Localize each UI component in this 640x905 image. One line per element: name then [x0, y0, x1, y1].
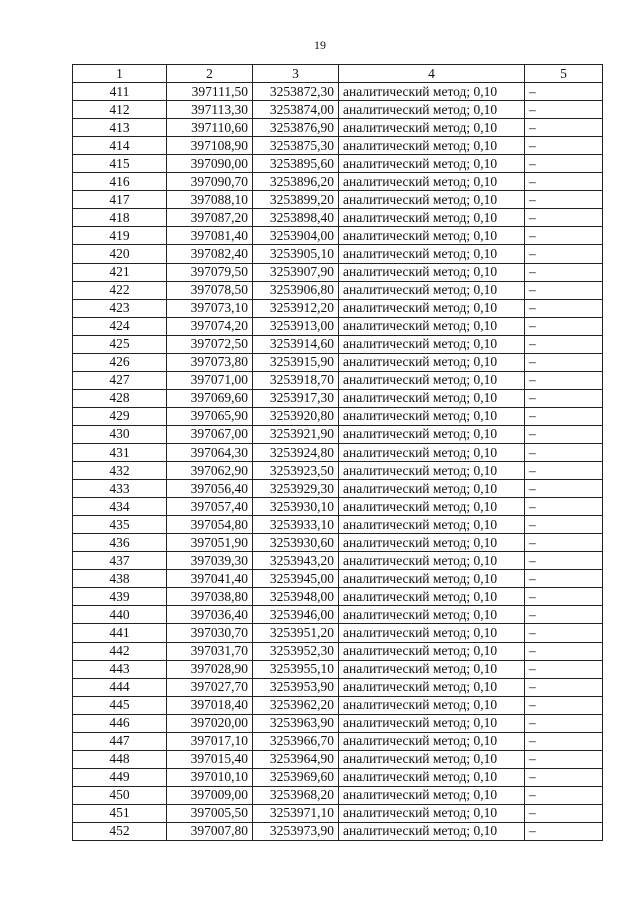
x-coordinate-cell: 397082,40 — [167, 245, 253, 263]
y-coordinate-cell: 3253907,90 — [253, 263, 339, 281]
table-row — [73, 786, 603, 804]
method-cell: аналитический метод; 0,10 — [339, 425, 525, 443]
table-row — [73, 768, 603, 786]
note-cell: – — [525, 660, 603, 678]
x-coordinate-cell: 397067,00 — [167, 425, 253, 443]
note-cell: – — [525, 281, 603, 299]
point-number-cell: 429 — [73, 407, 167, 425]
x-coordinate-cell: 397064,30 — [167, 443, 253, 461]
x-coordinate-cell: 397090,70 — [167, 173, 253, 191]
table-row — [73, 624, 603, 642]
x-coordinate-cell: 397017,10 — [167, 732, 253, 750]
note-cell: – — [525, 299, 603, 317]
x-coordinate-cell: 397072,50 — [167, 335, 253, 353]
y-coordinate-cell: 3253895,60 — [253, 155, 339, 173]
method-cell: аналитический метод; 0,10 — [339, 462, 525, 480]
method-cell: аналитический метод; 0,10 — [339, 389, 525, 407]
table-row — [73, 335, 603, 353]
table-row — [73, 407, 603, 425]
y-coordinate-cell: 3253962,20 — [253, 696, 339, 714]
y-coordinate-cell: 3253872,30 — [253, 83, 339, 101]
point-number-cell: 433 — [73, 480, 167, 498]
method-cell: аналитический метод; 0,10 — [339, 173, 525, 191]
table-row — [73, 443, 603, 461]
y-coordinate-cell: 3253946,00 — [253, 606, 339, 624]
note-cell: – — [525, 101, 603, 119]
x-coordinate-cell: 397039,30 — [167, 552, 253, 570]
coordinates-table — [72, 64, 603, 841]
method-cell: аналитический метод; 0,10 — [339, 209, 525, 227]
x-coordinate-cell: 397056,40 — [167, 480, 253, 498]
table-row — [73, 552, 603, 570]
method-cell: аналитический метод; 0,10 — [339, 443, 525, 461]
y-coordinate-cell: 3253933,10 — [253, 516, 339, 534]
table-row — [73, 101, 603, 119]
y-coordinate-cell: 3253876,90 — [253, 119, 339, 137]
y-coordinate-cell: 3253948,00 — [253, 588, 339, 606]
table-row — [73, 155, 603, 173]
point-number-cell: 450 — [73, 786, 167, 804]
table-row — [73, 570, 603, 588]
note-cell: – — [525, 209, 603, 227]
point-number-cell: 430 — [73, 425, 167, 443]
x-coordinate-cell: 397051,90 — [167, 534, 253, 552]
y-coordinate-cell: 3253951,20 — [253, 624, 339, 642]
y-coordinate-cell: 3253966,70 — [253, 732, 339, 750]
note-cell: – — [525, 588, 603, 606]
column-header-5: 5 — [525, 65, 603, 83]
method-cell: аналитический метод; 0,10 — [339, 353, 525, 371]
method-cell: аналитический метод; 0,10 — [339, 552, 525, 570]
point-number-cell: 412 — [73, 101, 167, 119]
x-coordinate-cell: 397005,50 — [167, 804, 253, 822]
table-row — [73, 371, 603, 389]
table-row — [73, 425, 603, 443]
point-number-cell: 421 — [73, 263, 167, 281]
method-cell: аналитический метод; 0,10 — [339, 245, 525, 263]
y-coordinate-cell: 3253943,20 — [253, 552, 339, 570]
note-cell: – — [525, 552, 603, 570]
method-cell: аналитический метод; 0,10 — [339, 119, 525, 137]
table-body — [73, 83, 603, 841]
table-row — [73, 299, 603, 317]
note-cell: – — [525, 83, 603, 101]
method-cell: аналитический метод; 0,10 — [339, 696, 525, 714]
method-cell: аналитический метод; 0,10 — [339, 155, 525, 173]
note-cell: – — [525, 191, 603, 209]
column-header-4: 4 — [339, 65, 525, 83]
method-cell: аналитический метод; 0,10 — [339, 534, 525, 552]
point-number-cell: 444 — [73, 678, 167, 696]
point-number-cell: 443 — [73, 660, 167, 678]
note-cell: – — [525, 768, 603, 786]
method-cell: аналитический метод; 0,10 — [339, 480, 525, 498]
note-cell: – — [525, 371, 603, 389]
y-coordinate-cell: 3253964,90 — [253, 750, 339, 768]
method-cell: аналитический метод; 0,10 — [339, 570, 525, 588]
point-number-cell: 441 — [73, 624, 167, 642]
x-coordinate-cell: 397041,40 — [167, 570, 253, 588]
note-cell: – — [525, 407, 603, 425]
note-cell: – — [525, 137, 603, 155]
table-row — [73, 606, 603, 624]
method-cell: аналитический метод; 0,10 — [339, 660, 525, 678]
method-cell: аналитический метод; 0,10 — [339, 732, 525, 750]
point-number-cell: 415 — [73, 155, 167, 173]
x-coordinate-cell: 397018,40 — [167, 696, 253, 714]
x-coordinate-cell: 397081,40 — [167, 227, 253, 245]
point-number-cell: 442 — [73, 642, 167, 660]
point-number-cell: 440 — [73, 606, 167, 624]
table-row — [73, 137, 603, 155]
point-number-cell: 417 — [73, 191, 167, 209]
y-coordinate-cell: 3253899,20 — [253, 191, 339, 209]
method-cell: аналитический метод; 0,10 — [339, 678, 525, 696]
method-cell: аналитический метод; 0,10 — [339, 101, 525, 119]
point-number-cell: 423 — [73, 299, 167, 317]
table-row — [73, 281, 603, 299]
x-coordinate-cell: 397065,90 — [167, 407, 253, 425]
x-coordinate-cell: 397079,50 — [167, 263, 253, 281]
table-row — [73, 227, 603, 245]
point-number-cell: 434 — [73, 498, 167, 516]
note-cell: – — [525, 624, 603, 642]
table-row — [73, 642, 603, 660]
note-cell: – — [525, 389, 603, 407]
y-coordinate-cell: 3253905,10 — [253, 245, 339, 263]
y-coordinate-cell: 3253918,70 — [253, 371, 339, 389]
method-cell: аналитический метод; 0,10 — [339, 786, 525, 804]
x-coordinate-cell: 397009,00 — [167, 786, 253, 804]
note-cell: – — [525, 227, 603, 245]
table-row — [73, 462, 603, 480]
point-number-cell: 422 — [73, 281, 167, 299]
table-row — [73, 480, 603, 498]
table-row — [73, 660, 603, 678]
point-number-cell: 435 — [73, 516, 167, 534]
method-cell: аналитический метод; 0,10 — [339, 281, 525, 299]
column-header-1: 1 — [73, 65, 167, 83]
x-coordinate-cell: 397074,20 — [167, 317, 253, 335]
x-coordinate-cell: 397111,50 — [167, 83, 253, 101]
x-coordinate-cell: 397030,70 — [167, 624, 253, 642]
y-coordinate-cell: 3253914,60 — [253, 335, 339, 353]
table-row — [73, 173, 603, 191]
point-number-cell: 416 — [73, 173, 167, 191]
method-cell: аналитический метод; 0,10 — [339, 263, 525, 281]
note-cell: – — [525, 425, 603, 443]
x-coordinate-cell: 397027,70 — [167, 678, 253, 696]
x-coordinate-cell: 397057,40 — [167, 498, 253, 516]
point-number-cell: 447 — [73, 732, 167, 750]
table-row — [73, 678, 603, 696]
x-coordinate-cell: 397015,40 — [167, 750, 253, 768]
note-cell: – — [525, 714, 603, 732]
y-coordinate-cell: 3253913,00 — [253, 317, 339, 335]
point-number-cell: 414 — [73, 137, 167, 155]
note-cell: – — [525, 732, 603, 750]
point-number-cell: 426 — [73, 353, 167, 371]
point-number-cell: 437 — [73, 552, 167, 570]
note-cell: – — [525, 516, 603, 534]
method-cell: аналитический метод; 0,10 — [339, 317, 525, 335]
y-coordinate-cell: 3253963,90 — [253, 714, 339, 732]
y-coordinate-cell: 3253971,10 — [253, 804, 339, 822]
method-cell: аналитический метод; 0,10 — [339, 299, 525, 317]
x-coordinate-cell: 397010,10 — [167, 768, 253, 786]
y-coordinate-cell: 3253906,80 — [253, 281, 339, 299]
table-row — [73, 822, 603, 840]
x-coordinate-cell: 397028,90 — [167, 660, 253, 678]
table-row — [73, 696, 603, 714]
x-coordinate-cell: 397054,80 — [167, 516, 253, 534]
point-number-cell: 446 — [73, 714, 167, 732]
y-coordinate-cell: 3253973,90 — [253, 822, 339, 840]
table-row — [73, 714, 603, 732]
note-cell: – — [525, 606, 603, 624]
note-cell: – — [525, 534, 603, 552]
point-number-cell: 424 — [73, 317, 167, 335]
x-coordinate-cell: 397062,90 — [167, 462, 253, 480]
method-cell: аналитический метод; 0,10 — [339, 191, 525, 209]
y-coordinate-cell: 3253875,30 — [253, 137, 339, 155]
point-number-cell: 411 — [73, 83, 167, 101]
method-cell: аналитический метод; 0,10 — [339, 714, 525, 732]
x-coordinate-cell: 397088,10 — [167, 191, 253, 209]
y-coordinate-cell: 3253896,20 — [253, 173, 339, 191]
x-coordinate-cell: 397110,60 — [167, 119, 253, 137]
method-cell: аналитический метод; 0,10 — [339, 768, 525, 786]
note-cell: – — [525, 155, 603, 173]
note-cell: – — [525, 353, 603, 371]
column-header-3: 3 — [253, 65, 339, 83]
table-row — [73, 317, 603, 335]
x-coordinate-cell: 397007,80 — [167, 822, 253, 840]
point-number-cell: 439 — [73, 588, 167, 606]
y-coordinate-cell: 3253898,40 — [253, 209, 339, 227]
note-cell: – — [525, 678, 603, 696]
table-row — [73, 498, 603, 516]
x-coordinate-cell: 397020,00 — [167, 714, 253, 732]
x-coordinate-cell: 397036,40 — [167, 606, 253, 624]
note-cell: – — [525, 443, 603, 461]
table-row — [73, 119, 603, 137]
point-number-cell: 452 — [73, 822, 167, 840]
point-number-cell: 448 — [73, 750, 167, 768]
table-row — [73, 588, 603, 606]
page-number: 19 — [314, 38, 326, 52]
method-cell: аналитический метод; 0,10 — [339, 227, 525, 245]
point-number-cell: 436 — [73, 534, 167, 552]
method-cell: аналитический метод; 0,10 — [339, 137, 525, 155]
y-coordinate-cell: 3253912,20 — [253, 299, 339, 317]
note-cell: – — [525, 696, 603, 714]
point-number-cell: 451 — [73, 804, 167, 822]
y-coordinate-cell: 3253955,10 — [253, 660, 339, 678]
method-cell: аналитический метод; 0,10 — [339, 498, 525, 516]
note-cell: – — [525, 119, 603, 137]
table-row — [73, 245, 603, 263]
table-header-row — [73, 65, 603, 83]
table-row — [73, 516, 603, 534]
y-coordinate-cell: 3253921,90 — [253, 425, 339, 443]
note-cell: – — [525, 570, 603, 588]
method-cell: аналитический метод; 0,10 — [339, 606, 525, 624]
y-coordinate-cell: 3253930,10 — [253, 498, 339, 516]
y-coordinate-cell: 3253945,00 — [253, 570, 339, 588]
note-cell: – — [525, 480, 603, 498]
point-number-cell: 438 — [73, 570, 167, 588]
point-number-cell: 432 — [73, 462, 167, 480]
x-coordinate-cell: 397073,10 — [167, 299, 253, 317]
point-number-cell: 419 — [73, 227, 167, 245]
point-number-cell: 418 — [73, 209, 167, 227]
table-row — [73, 389, 603, 407]
y-coordinate-cell: 3253929,30 — [253, 480, 339, 498]
x-coordinate-cell: 397113,30 — [167, 101, 253, 119]
note-cell: – — [525, 642, 603, 660]
y-coordinate-cell: 3253923,50 — [253, 462, 339, 480]
x-coordinate-cell: 397069,60 — [167, 389, 253, 407]
method-cell: аналитический метод; 0,10 — [339, 335, 525, 353]
note-cell: – — [525, 245, 603, 263]
method-cell: аналитический метод; 0,10 — [339, 516, 525, 534]
y-coordinate-cell: 3253920,80 — [253, 407, 339, 425]
note-cell: – — [525, 173, 603, 191]
method-cell: аналитический метод; 0,10 — [339, 588, 525, 606]
point-number-cell: 427 — [73, 371, 167, 389]
y-coordinate-cell: 3253930,60 — [253, 534, 339, 552]
note-cell: – — [525, 317, 603, 335]
point-number-cell: 445 — [73, 696, 167, 714]
note-cell: – — [525, 335, 603, 353]
y-coordinate-cell: 3253917,30 — [253, 389, 339, 407]
point-number-cell: 449 — [73, 768, 167, 786]
point-number-cell: 420 — [73, 245, 167, 263]
table-row — [73, 750, 603, 768]
note-cell: – — [525, 750, 603, 768]
x-coordinate-cell: 397108,90 — [167, 137, 253, 155]
y-coordinate-cell: 3253924,80 — [253, 443, 339, 461]
method-cell: аналитический метод; 0,10 — [339, 804, 525, 822]
x-coordinate-cell: 397078,50 — [167, 281, 253, 299]
y-coordinate-cell: 3253953,90 — [253, 678, 339, 696]
note-cell: – — [525, 786, 603, 804]
method-cell: аналитический метод; 0,10 — [339, 822, 525, 840]
table-row — [73, 732, 603, 750]
method-cell: аналитический метод; 0,10 — [339, 624, 525, 642]
note-cell: – — [525, 498, 603, 516]
y-coordinate-cell: 3253968,20 — [253, 786, 339, 804]
point-number-cell: 413 — [73, 119, 167, 137]
note-cell: – — [525, 804, 603, 822]
table-row — [73, 353, 603, 371]
y-coordinate-cell: 3253915,90 — [253, 353, 339, 371]
x-coordinate-cell: 397038,80 — [167, 588, 253, 606]
table-row — [73, 804, 603, 822]
x-coordinate-cell: 397073,80 — [167, 353, 253, 371]
column-header-2: 2 — [167, 65, 253, 83]
method-cell: аналитический метод; 0,10 — [339, 371, 525, 389]
x-coordinate-cell: 397087,20 — [167, 209, 253, 227]
method-cell: аналитический метод; 0,10 — [339, 407, 525, 425]
note-cell: – — [525, 462, 603, 480]
y-coordinate-cell: 3253904,00 — [253, 227, 339, 245]
method-cell: аналитический метод; 0,10 — [339, 750, 525, 768]
method-cell: аналитический метод; 0,10 — [339, 642, 525, 660]
y-coordinate-cell: 3253969,60 — [253, 768, 339, 786]
note-cell: – — [525, 263, 603, 281]
point-number-cell: 425 — [73, 335, 167, 353]
table-row — [73, 263, 603, 281]
table-row — [73, 209, 603, 227]
point-number-cell: 428 — [73, 389, 167, 407]
note-cell: – — [525, 822, 603, 840]
x-coordinate-cell: 397090,00 — [167, 155, 253, 173]
x-coordinate-cell: 397031,70 — [167, 642, 253, 660]
table-row — [73, 534, 603, 552]
table-row — [73, 191, 603, 209]
table-row — [73, 83, 603, 101]
point-number-cell: 431 — [73, 443, 167, 461]
y-coordinate-cell: 3253874,00 — [253, 101, 339, 119]
y-coordinate-cell: 3253952,30 — [253, 642, 339, 660]
x-coordinate-cell: 397071,00 — [167, 371, 253, 389]
method-cell: аналитический метод; 0,10 — [339, 83, 525, 101]
